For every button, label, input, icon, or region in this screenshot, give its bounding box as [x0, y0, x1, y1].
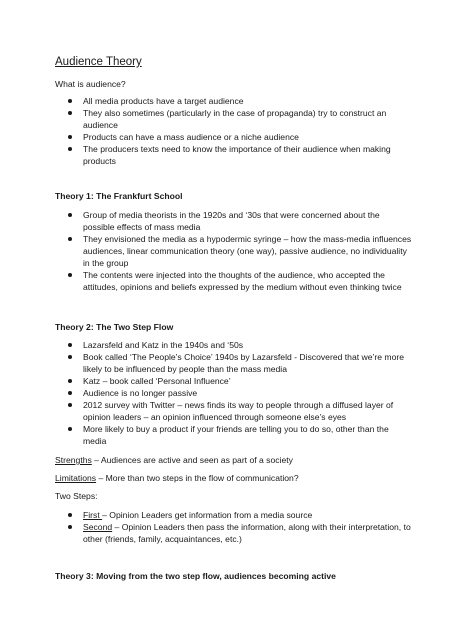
bullet-icon [68, 525, 72, 529]
limitations-label: Limitations [55, 473, 97, 483]
list-item: Audience is no longer passive [0, 387, 453, 399]
list-item: Katz – book called ‘Personal Influence’ [0, 375, 453, 387]
limitations-text: – More than two steps in the flow of communication? [96, 473, 299, 483]
list-item: Group of media theorists in the 1920s and ‘30s that were concerned about the possible effects of mass media [0, 209, 453, 233]
intro-question: What is audience? [55, 79, 126, 89]
bullet-icon [68, 147, 72, 151]
bullet-icon [68, 379, 72, 383]
list-item: More likely to buy a product if your friends are telling you to do so, other than the media [0, 423, 453, 447]
list-item [0, 521, 453, 545]
list-item: All media products have a target audience [0, 95, 453, 107]
list-item: Products can have a mass audience or a niche audience [0, 131, 453, 143]
bullet-icon [68, 273, 72, 277]
strengths-label: Strengths [55, 455, 92, 465]
list-item: They also sometimes (particularly in the case of propaganda) try to construct an audience [0, 107, 453, 131]
bullet-icon [68, 213, 72, 217]
limitations-line [55, 473, 299, 484]
bullet-icon [68, 427, 72, 431]
list-item: 2012 survey with Twitter – news finds its way to people through a diffused layer of opinion leaders – an opinion influenced through someone else’s eyes [0, 399, 453, 423]
list-item: They envisioned the media as a hypodermic syringe – how the mass-media influences audiences, linear communication theory (one way), passive audience, no individuality in the group [0, 233, 453, 269]
document-title: Audience Theory [55, 56, 142, 68]
bullet-icon [68, 391, 72, 395]
theory1-bullet-list [0, 209, 453, 293]
bullet-icon [68, 513, 72, 517]
theory2-heading: Theory 2: The Two Step Flow [55, 322, 174, 332]
list-item [0, 509, 453, 521]
strengths-text: – Audiences are active and seen as part of a society [91, 455, 293, 465]
list-item: Book called ‘The People’s Choice’ 1940s by Lazarsfeld - Discovered that we’re more likely to be influenced by people than the mass media [0, 351, 453, 375]
bullet-icon [68, 403, 72, 407]
bullet-icon [68, 355, 72, 359]
theory3-heading: Theory 3: Moving from the two step flow, audiences becoming active [55, 571, 336, 581]
two-steps-label: Two Steps: [55, 491, 98, 501]
strengths-line [55, 455, 293, 466]
list-item: The contents were injected into the thoughts of the audience, who accepted the attitudes, opinions and beliefs expressed by the medium without even thinking twice [0, 269, 453, 293]
bullet-icon [68, 111, 72, 115]
bullet-icon [68, 343, 72, 347]
step-label: First [83, 510, 103, 520]
theory1-heading: Theory 1: The Frankfurt School [55, 191, 183, 201]
step-label: Second [83, 522, 113, 532]
list-item: The producers texts need to know the importance of their audience when making products [0, 143, 453, 167]
step-text: – Opinion Leaders get information from a media source [102, 510, 313, 520]
bullet-icon [68, 99, 72, 103]
bullet-icon [68, 237, 72, 241]
two-steps-list [0, 509, 453, 545]
step-text: – Opinion Leaders then pass the information, along with their interpretation, to other (friends, family, acquaintances, etc.) [83, 522, 411, 544]
intro-bullet-list [0, 95, 453, 167]
list-item: Lazarsfeld and Katz in the 1940s and ‘50s [0, 339, 453, 351]
theory2-bullet-list [0, 339, 453, 447]
bullet-icon [68, 135, 72, 139]
